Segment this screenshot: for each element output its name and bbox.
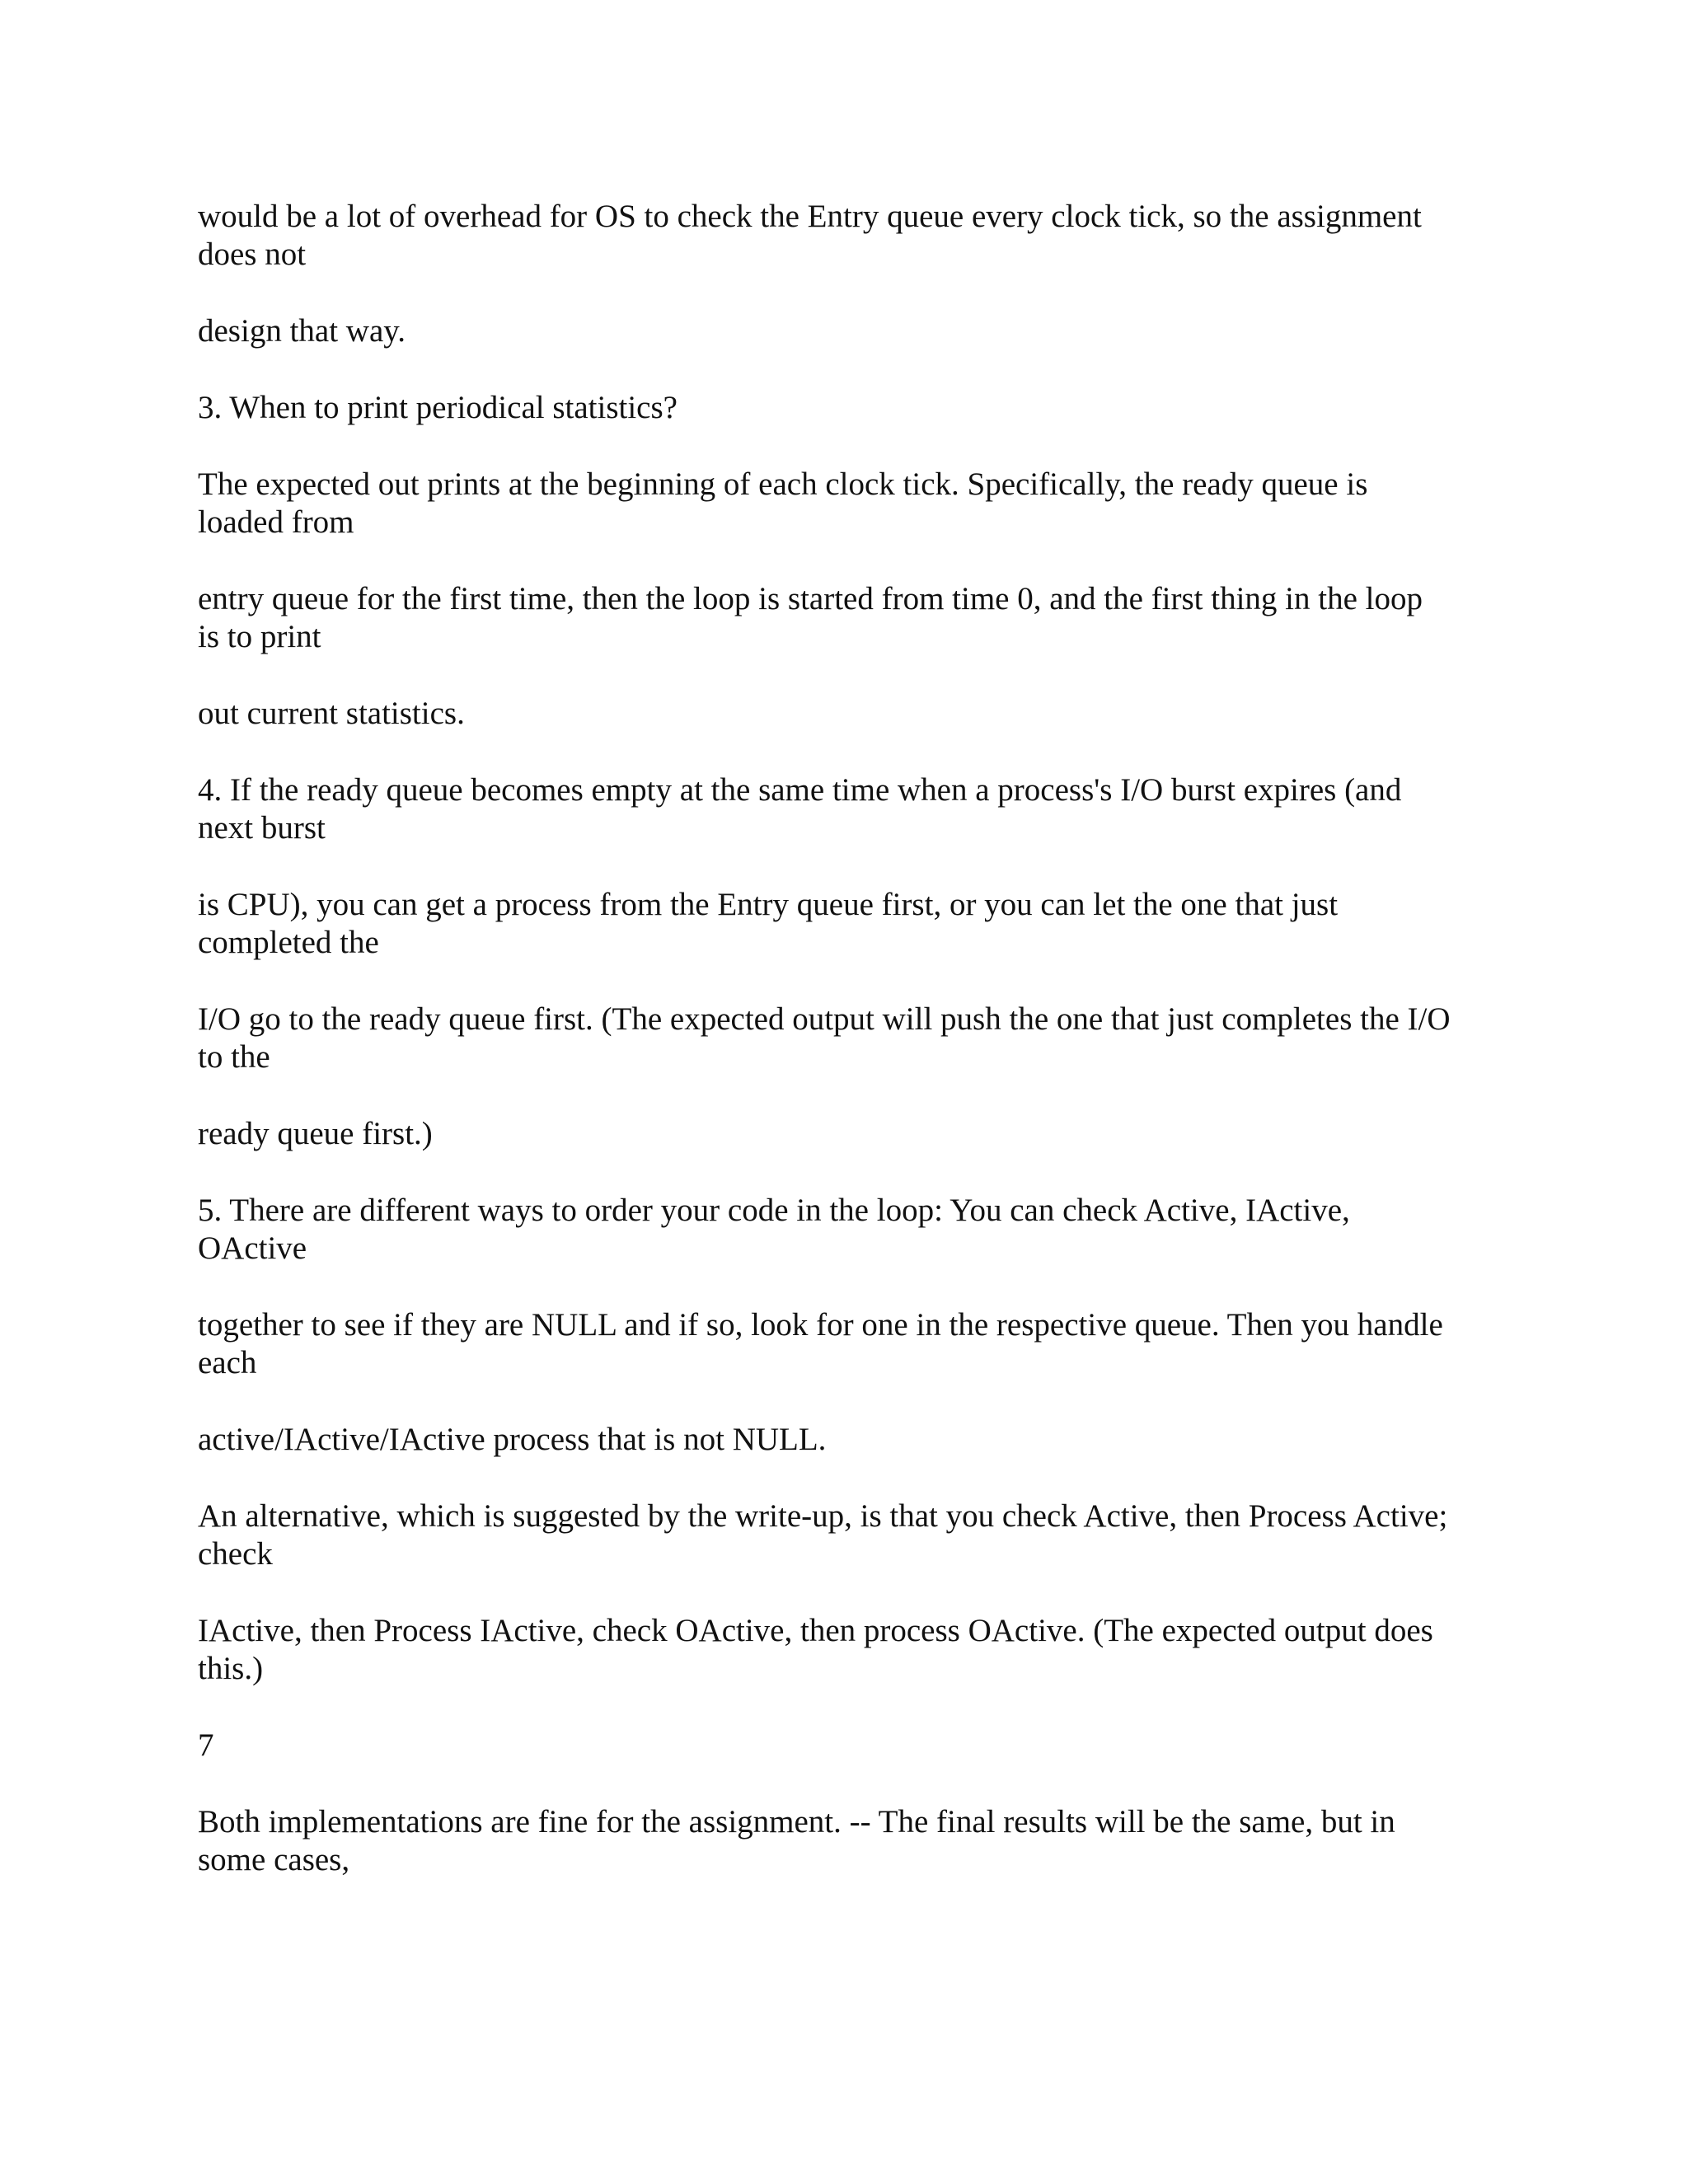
text-line: together to see if they are NULL and if so, look for one in the respective queue. Then you handle — [198, 1307, 1443, 1343]
document-body — [198, 198, 1500, 1918]
paragraph — [198, 695, 1500, 733]
text-line: each — [198, 1345, 257, 1380]
text-line: completed the — [198, 925, 379, 960]
text-line: active/IActive/IActive process that is not NULL. — [198, 1422, 827, 1457]
text-line: this.) — [198, 1651, 264, 1686]
paragraph — [198, 1115, 1500, 1153]
text-line: entry queue for the first time, then the loop is started from time 0, and the first thing in the loop — [198, 581, 1423, 616]
text-line: is to print — [198, 619, 321, 654]
text-line: 7 — [198, 1727, 214, 1763]
text-line: out current statistics. — [198, 696, 465, 731]
text-line: OActive — [198, 1230, 307, 1266]
section-heading-3 — [198, 389, 1500, 427]
page-number — [198, 1727, 1500, 1765]
text-line: 3. When to print periodical statistics? — [198, 390, 678, 425]
paragraph — [198, 1612, 1500, 1688]
text-line: An alternative, which is suggested by the write-up, is that you check Active, then Process Active; — [198, 1498, 1448, 1534]
text-line: design that way. — [198, 313, 406, 349]
text-line: loaded from — [198, 504, 354, 540]
text-line: next burst — [198, 810, 326, 846]
text-line: The expected out prints at the beginning of each clock tick. Specifically, the ready queue is — [198, 466, 1368, 502]
paragraph — [198, 466, 1500, 541]
paragraph — [198, 886, 1500, 962]
paragraph — [198, 580, 1500, 656]
text-line: check — [198, 1536, 273, 1572]
paragraph — [198, 312, 1500, 350]
paragraph — [198, 1497, 1500, 1573]
text-line: ready queue first.) — [198, 1116, 433, 1151]
section-item-5 — [198, 1192, 1500, 1268]
text-line: IActive, then Process IActive, check OActive, then process OActive. (The expected output does — [198, 1613, 1433, 1648]
paragraph — [198, 1001, 1500, 1076]
text-line: would be a lot of overhead for OS to check the Entry queue every clock tick, so the assignment — [198, 199, 1422, 234]
text-line: is CPU), you can get a process from the Entry queue first, or you can let the one that just — [198, 887, 1339, 922]
paragraph — [198, 198, 1500, 274]
text-line: I/O go to the ready queue first. (The expected output will push the one that just completes the I/O — [198, 1001, 1451, 1037]
paragraph — [198, 1803, 1500, 1879]
section-item-4 — [198, 771, 1500, 847]
paragraph — [198, 1421, 1500, 1459]
text-line: some cases, — [198, 1842, 350, 1877]
text-line: 5. There are different ways to order your code in the loop: You can check Active, IActive, — [198, 1193, 1350, 1228]
text-line: to the — [198, 1039, 270, 1075]
paragraph — [198, 1306, 1500, 1382]
text-line: Both implementations are fine for the assignment. -- The final results will be the same, but in — [198, 1804, 1395, 1840]
text-line: does not — [198, 237, 307, 272]
text-line: 4. If the ready queue becomes empty at the same time when a process's I/O burst expires (and — [198, 772, 1402, 808]
